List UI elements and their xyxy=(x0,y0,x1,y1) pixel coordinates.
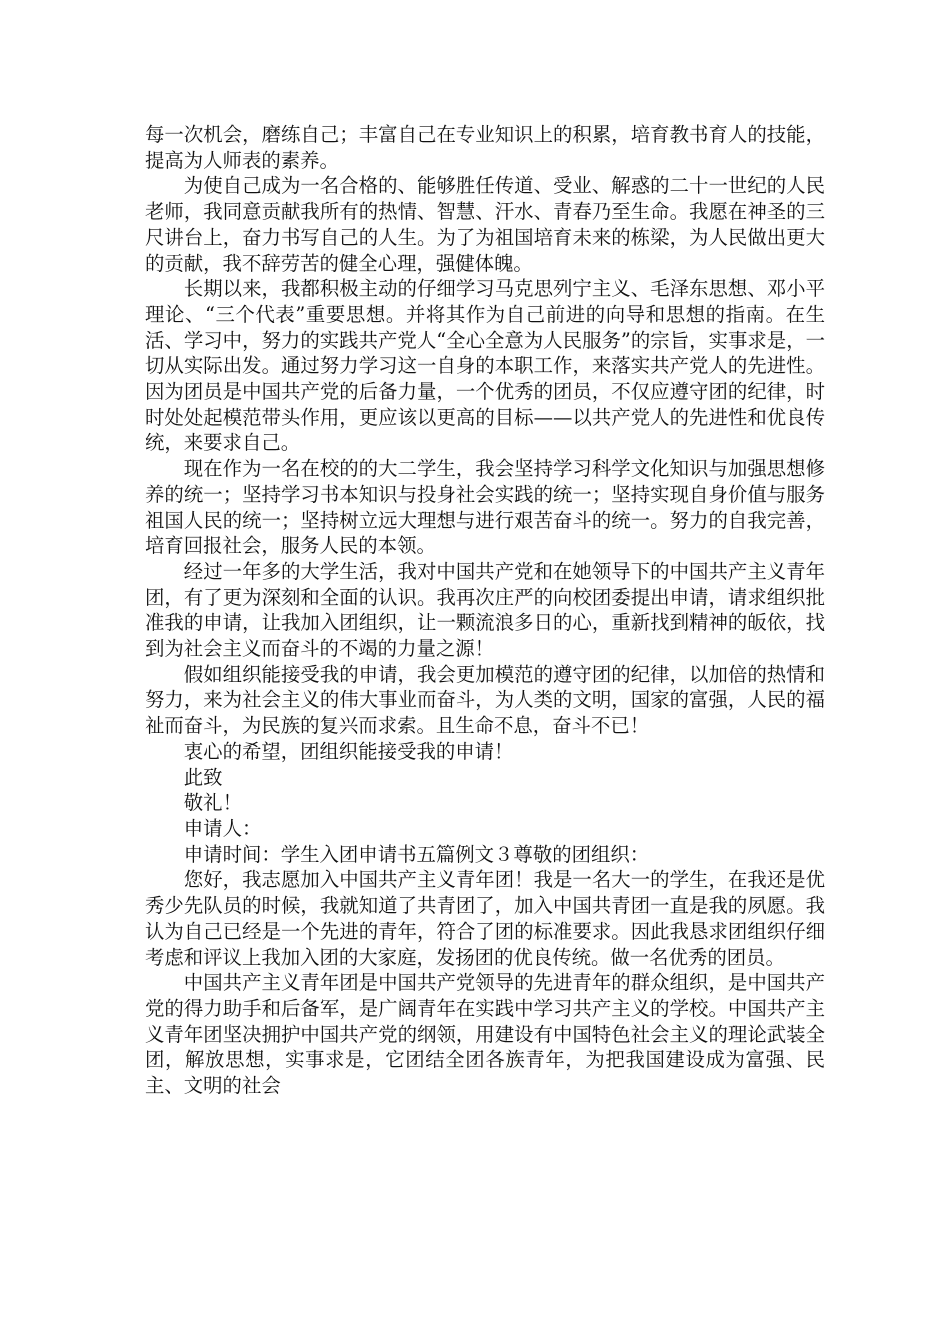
paragraph-league-intro: 中国共产主义青年团是中国共产党领导的先进青年的群众组织，是中国共产党的得力助手和后备军，是广阔青年在实践中学习共产主义的学校。中国共产主义青年团坚决拥护中国共产党的纲领，用建设有中国特色社会主义的理论武装全团，解放思想，实事求是，它团结全团各族青年，为把我国建设成为富强、民主、文明的社会 xyxy=(145,971,825,1098)
closing-hope: 衷心的希望，团组织能接受我的申请！ xyxy=(183,739,514,763)
paragraph-4: 现在作为一名在校的的大二学生，我会坚持学习科学文化知识与加强思想修养的统一；坚持学习书本知识与投身社会实践的统一；坚持实现自身价值与服务祖国人民的统一；坚持树立远大理想与进行艰苦奋斗的统一。努力的自我完善，培育回报社会，服务人民的本领。 xyxy=(145,457,825,558)
document-page xyxy=(145,122,825,1099)
applicant-line: 申请人： xyxy=(183,816,262,840)
paragraph-greeting: 您好，我志愿加入中国共产主义青年团！我是一名大一的学生，在我还是优秀少先队员的时候，我就知道了共青团了，加入中国共青团一直是我的夙愿。我认为自己已经是一个先进的青年，符合了团的标准要求。因此我恳求团组织仔细考虑和评议上我加入团的大家庭，发扬团的优良传统。做一名优秀的团员。 xyxy=(145,868,825,969)
paragraph-2: 为使自己成为一名合格的、能够胜任传道、受业、解惑的二十一世纪的人民老师，我同意贡献我所有的热情、智慧、汗水、青春乃至生命。我愿在神圣的三尺讲台上，奋力书写自己的人生。为了为祖国培育未来的栋梁，为人民做出更大的贡献，我不辞劳苦的健全心理，强健体魄。 xyxy=(145,174,825,275)
paragraph-3: 长期以来，我都积极主动的仔细学习马克思列宁主义、毛泽东思想、邓小平理论、“三个代表”重要思想。并将其作为自己前进的向导和思想的指南。在生活、学习中，努力的实践共产党人“全心全意为人民服务”的宗旨，实事求是，一切从实际出发。通过努力学习这一自身的本职工作，来落实共产党人的先进性。因为团员是中国共产党的后备力量，一个优秀的团员，不仅应遵守团的纪律，时时处处起模范带头作用，更应该以更高的目标——以共产党人的先进性和优良传统，来要求自己。 xyxy=(145,277,825,455)
closing-salutation: 此致 xyxy=(183,765,223,789)
paragraph-6: 假如组织能接受我的申请，我会更加模范的遵守团的纪律，以加倍的热情和努力，来为社会主义的伟大事业而奋斗，为人类的文明，国家的富强，人民的福祉而奋斗，为民族的复兴而求索。且生命不息，奋斗不已！ xyxy=(145,662,825,738)
closing-regards: 敬礼！ xyxy=(183,791,242,815)
paragraph-continuation: 每一次机会，磨练自己；丰富自己在专业知识上的积累，培育教书育人的技能，提高为人师表的素养。 xyxy=(145,123,825,172)
paragraph-5: 经过一年多的大学生活，我对中国共产党和在她领导下的中国共产主义青年团，有了更为深刻和全面的认识。我再次庄严的向校团委提出申请，请求组织批准我的申请，让我加入团组织，让一颗流浪多日的心，重新找到精神的皈依，找到为社会主义而奋斗的不竭的力量之源！ xyxy=(145,559,825,661)
date-and-next-letter-heading: 申请时间：学生入团申请书五篇例文３尊敬的团组织： xyxy=(183,842,650,866)
